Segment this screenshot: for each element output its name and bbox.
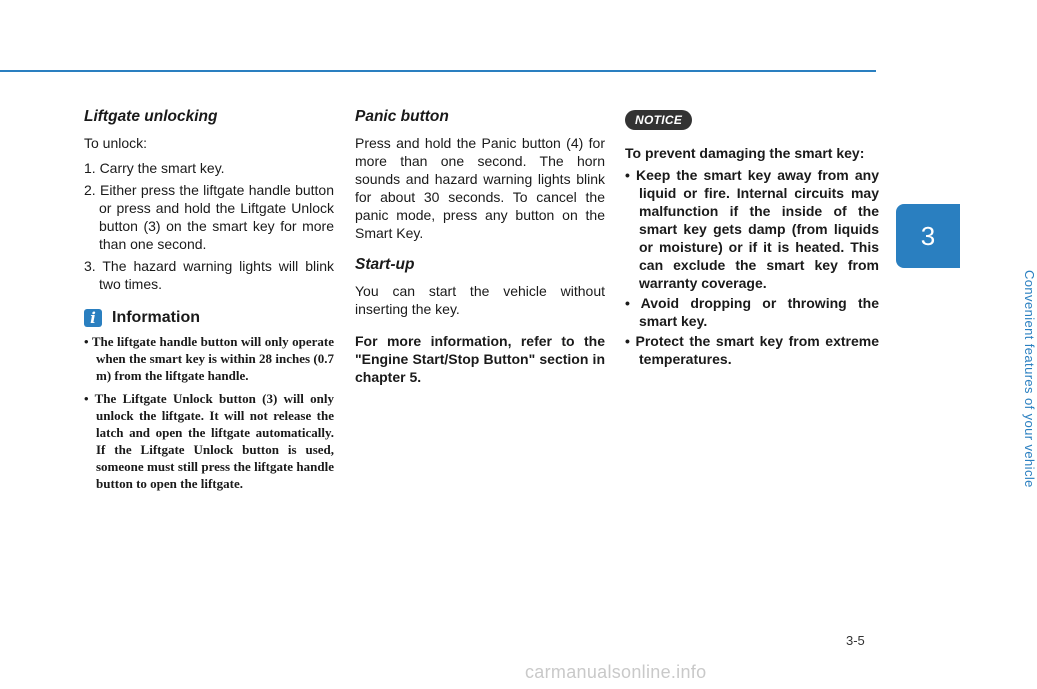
notice-badge: NOTICE bbox=[625, 110, 692, 130]
list-item: 3. The hazard warning lights will blink two times. bbox=[84, 258, 334, 292]
startup-reference-note: For more information, refer to the "Engine Start/Stop Button" section in chapter 5. bbox=[355, 333, 605, 385]
column-right bbox=[625, 106, 879, 370]
startup-body: You can start the vehicle without inserting the key. bbox=[355, 283, 605, 317]
list-item: • The Liftgate Unlock button (3) will only unlock the liftgate. It will not release the latch and open the liftgate automatically. If the Liftgate Unlock button is used, someone must still press the liftgate handle button to open the liftgate. bbox=[84, 391, 334, 491]
panic-heading: Panic button bbox=[355, 108, 449, 125]
list-item: • Avoid dropping or throwing the smart key. bbox=[625, 295, 879, 329]
list-item: 1. Carry the smart key. bbox=[84, 160, 225, 176]
information-title: Information bbox=[112, 309, 200, 326]
page-number: 3-5 bbox=[846, 633, 865, 648]
notice-list bbox=[625, 166, 879, 368]
startup-heading: Start-up bbox=[355, 256, 415, 273]
liftgate-heading: Liftgate unlocking bbox=[84, 108, 218, 125]
notice-intro: To prevent damaging the smart key: bbox=[625, 145, 865, 161]
information-header bbox=[84, 309, 334, 327]
column-middle bbox=[355, 106, 605, 398]
list-item: 2. Either press the liftgate handle button or press and hold the Liftgate Unlock button (3) on the smart key for more than one second. bbox=[84, 182, 334, 252]
list-item: • The liftgate handle button will only operate when the smart key is within 28 inches (0.7 m) from the liftgate handle. bbox=[84, 334, 334, 383]
column-left bbox=[84, 106, 334, 498]
header-rule bbox=[0, 70, 876, 72]
watermark: carmanualsonline.info bbox=[525, 662, 707, 682]
chapter-title-vertical bbox=[913, 270, 1037, 500]
information-list bbox=[84, 333, 334, 492]
list-item: • Protect the smart key from extreme temperatures. bbox=[625, 333, 879, 367]
liftgate-steps bbox=[84, 159, 334, 293]
liftgate-intro: To unlock: bbox=[84, 135, 148, 151]
chapter-title: Convenient features of your vehicle bbox=[1021, 270, 1037, 488]
panic-body: Press and hold the Panic button (4) for more than one second. The horn sounds and hazard warning lights blink for about 30 seconds. To cancel the panic mode, press any button on the Smart Key. bbox=[355, 135, 605, 241]
info-icon: i bbox=[84, 309, 102, 327]
chapter-tab: 3 bbox=[896, 204, 960, 268]
list-item: • Keep the smart key away from any liquid or fire. Internal circuits may malfunction if the inside of the smart key gets damp (from liquids or moisture) or if it is heated. This can exclude the smart key from warranty coverage. bbox=[625, 167, 879, 291]
